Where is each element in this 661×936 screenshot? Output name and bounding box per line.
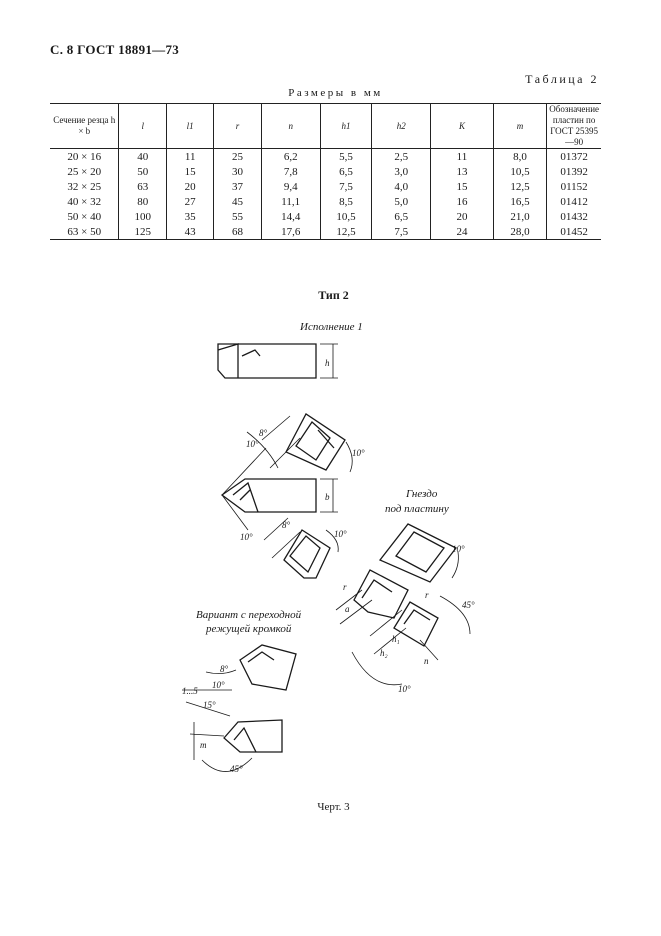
table-cell: 37 [214,179,261,194]
col-header-section: Сечение резца h × b [50,104,119,149]
table-cell: 30 [214,164,261,179]
dim-45deg-alt: 45° [230,764,243,774]
table-cell: 01372 [547,149,601,165]
table-cell: 5,0 [372,194,431,209]
table-cell: 12,5 [493,179,547,194]
table-cell: 11,1 [261,194,320,209]
table-cell: 63 [119,179,167,194]
table-cell: 3,0 [372,164,431,179]
table-cell: 50 [119,164,167,179]
dim-8deg-lower: 8° [282,520,291,530]
table-cell: 01412 [547,194,601,209]
dim-10deg-left: 10° [240,532,253,542]
table-cell: 12,5 [320,224,372,240]
table-cell: 21,0 [493,209,547,224]
dim-10deg-bottom: 10° [398,684,411,694]
dim-range-label: 1...5 [182,686,198,696]
dim-10deg-upper-left: 10° [246,439,259,449]
section-upper [247,414,352,472]
dim-15deg-label: 15° [203,700,216,710]
table-cell: 10,5 [493,164,547,179]
page-header: С. 8 ГОСТ 18891—73 [50,42,180,57]
nest-label-line1: Гнездо [406,488,438,500]
table-cell: 16 [431,194,494,209]
side-view [218,344,338,378]
table-cell: 25 [214,149,261,165]
table-cell: 16,5 [493,194,547,209]
col-header-r: r [214,104,261,149]
table-cell: 7,5 [320,179,372,194]
variant-label: Исполнение 1 [300,321,363,333]
col-header-l1: l1 [167,104,214,149]
dim-n-label: n [424,656,429,666]
section-lower [264,518,338,578]
table-cell: 24 [431,224,494,240]
table-cell: 2,5 [372,149,431,165]
table-cell: 68 [214,224,261,240]
table-cell: 80 [119,194,167,209]
table-cell: 55 [214,209,261,224]
table-cell: 32 × 25 [67,180,102,193]
table-cell: 6,5 [372,209,431,224]
table-subtitle: Размеры в мм [288,87,383,99]
table-cell: 28,0 [493,224,547,240]
table-cell: 01452 [547,224,601,240]
table-cell: 7,8 [261,164,320,179]
col-header-h1: h1 [320,104,372,149]
dim-r-label: r [343,582,347,592]
table-cell: 5,5 [320,149,372,165]
dim-h1-label: h₁ [392,634,400,644]
table-cell: 01392 [547,164,601,179]
dim-10deg-lower-right: 10° [334,529,347,539]
col-header-k: K [431,104,494,149]
figure-caption: Черт. 3 [317,801,350,813]
table-cell: 9,4 [261,179,320,194]
table-cell: 17,6 [261,224,320,240]
dim-10deg-upper-right: 10° [352,448,365,458]
table-cell: 20 [431,209,494,224]
col-header-designation: Обозначение пластин по ГОСТ 25395—90 [547,104,601,149]
table-label: Таблица 2 [525,72,599,86]
table-cell: 15 [431,179,494,194]
table-cell: 43 [167,224,214,240]
table-cell: 6,5 [320,164,372,179]
dim-8deg-alt: 8° [220,664,229,674]
table-cell: 15 [167,164,214,179]
dim-r-label-2: r [425,590,429,600]
table-cell: 11 [167,149,214,165]
alt-variant-label-line2: режущей кромкой [206,623,292,635]
col-header-l: l [119,104,167,149]
table-cell: 13 [431,164,494,179]
nest-view-lower [336,570,470,685]
dim-8deg-upper: 8° [259,428,268,438]
table-cell: 01152 [547,179,601,194]
dim-h-label: h [325,358,330,368]
table-cell: 4,0 [372,179,431,194]
table-cell: 25 × 20 [67,165,102,178]
table-cell: 40 × 32 [67,195,102,208]
alt-variant-views [182,645,296,772]
table-cell: 27 [167,194,214,209]
col-header-n: n [261,104,320,149]
dim-45deg-right: 45° [462,600,475,610]
table-cell: 40 [119,149,167,165]
table-cell: 50 × 40 [67,210,102,223]
dim-10deg-alt: 10° [212,680,225,690]
table-cell: 7,5 [372,224,431,240]
type-title: Тип 2 [318,288,349,302]
table-cell: 11 [431,149,494,165]
col-header-h2: h2 [372,104,431,149]
table-cell: 20 × 16 [67,150,102,163]
table-cell: 14,4 [261,209,320,224]
table-cell: 63 × 50 [67,225,102,238]
col-header-m: m [493,104,547,149]
table-cell: 6,2 [261,149,320,165]
table-cell: 01432 [547,209,601,224]
alt-variant-label-line1: Вариант с переходной [196,609,302,621]
dim-10deg-nest: 10° [452,544,465,554]
table-cell: 125 [119,224,167,240]
dim-b-label: b [325,492,330,502]
table-cell: 45 [214,194,261,209]
table-cell: 8,0 [493,149,547,165]
table-cell: 20 [167,179,214,194]
table-cell: 10,5 [320,209,372,224]
dim-h2-label: h₂ [380,648,388,658]
table-cell: 35 [167,209,214,224]
nest-label-line2: под пластину [385,503,449,515]
dim-m-label: m [200,740,207,750]
dim-a-label: a [345,604,350,614]
top-view [222,448,338,530]
nest-view-upper [380,524,458,582]
table-cell: 8,5 [320,194,372,209]
table-cell: 100 [119,209,167,224]
